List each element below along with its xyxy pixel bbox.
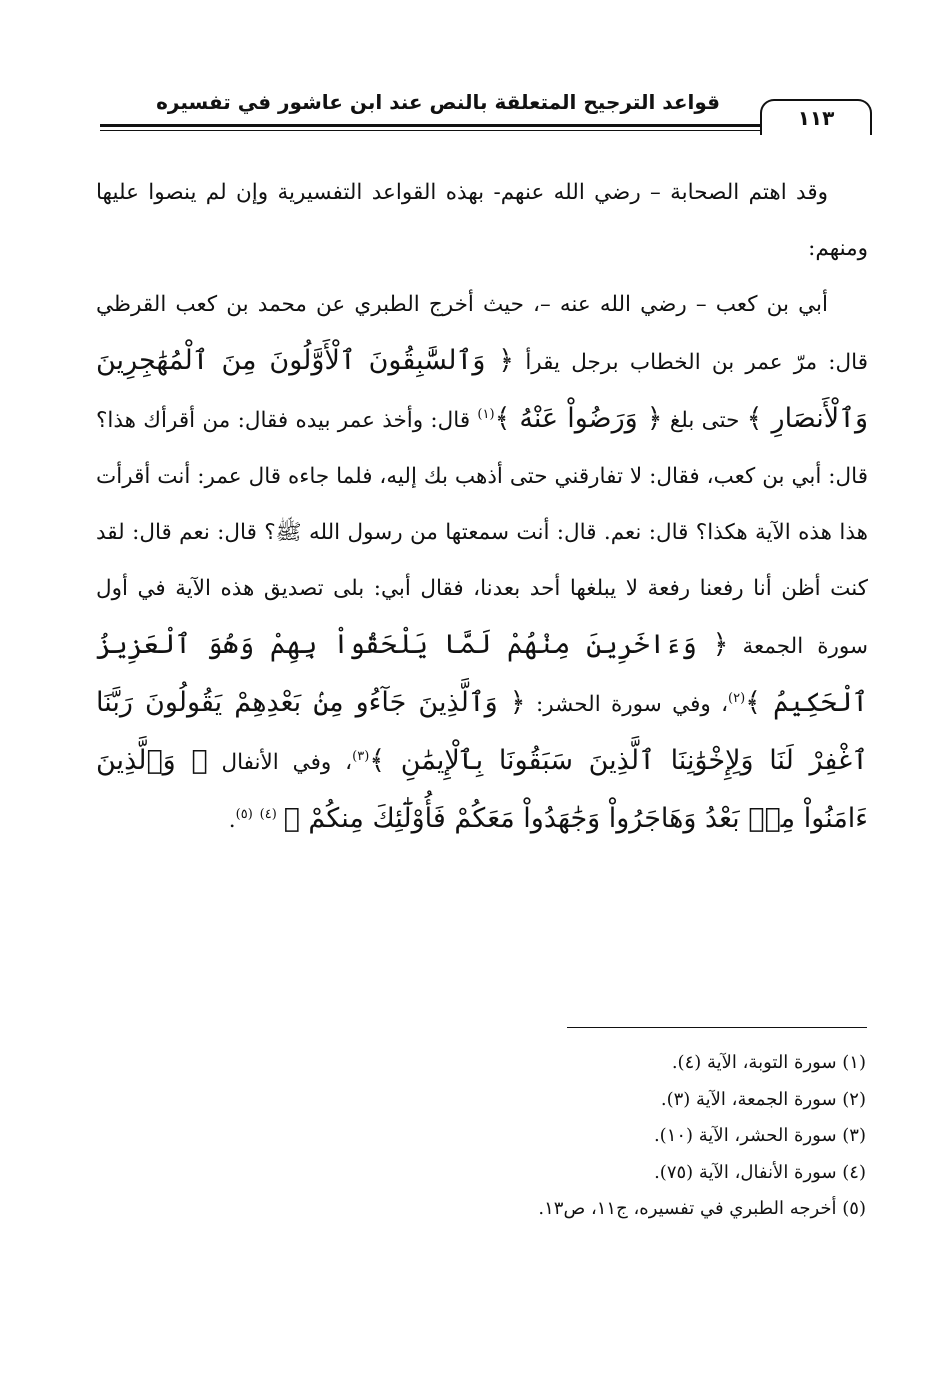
footnote-4: (٤) سورة الأنفال، الآية (٧٥). — [654, 1161, 866, 1183]
narration-text-a: أبي بن كعب – رضي الله عنه –، حيث أخرج الطبري عن محمد بن كعب القرظي قال: مرّ عمر بن الخطاب برجل يقرأ — [96, 292, 868, 375]
quran-verse-hashr: ﴿ وَٱلَّذِينَ جَآءُو مِنۢ بَعْدِهِمْ يَقُولُونَ رَبَّنَا ٱغْفِرْ لَنَا وَلِإِخْوَٰنِنَا ٱلَّذِينَ سَبَقُونَا بِٱلْإِيمَٰنِ ﴾ — [96, 687, 868, 776]
footnote-ref-1: (١) — [477, 406, 495, 422]
quran-verse-tawbah-end: ﴿ وَرَضُواْ عَنْهُ ﴾ — [494, 403, 663, 434]
footnote-ref-4: (٤) — [259, 806, 277, 822]
page-number: ١١٣ — [760, 99, 872, 135]
footnote-1: (١) سورة التوبة، الآية (٤). — [671, 1052, 866, 1073]
quran-verse-tawbah: ﴿ وَٱلسَّٰبِقُونَ ٱلْأَوَّلُونَ مِنَ ٱلْمُهَٰجِرِينَ وَٱلْأَنصَارِ ﴾ — [96, 345, 868, 434]
narration-text-e: ، وفي الأنفال — [221, 750, 353, 775]
narration-text-c: قال: وأخذ عمر بيده فقال: من أقرأك هذا؟ قال: أبي بن كعب، فقال: لا تفارقني حتى أذهب بك إليه، فلما جاءه قال عمر: أنت أقرأت هذا هذه الآية هكذا؟ قال: نعم. قال: أنت سمعتها من رسول الله ﷺ؟ قال: نعم قال: لقد كنت أظن أنا رفعنا رفعة لا يبلغها أحد بعدنا، فقال أبي: بلى تصديق هذه الآية في أول سورة الجمعة — [96, 408, 868, 659]
main-text — [96, 165, 868, 849]
narration-text-b: حتى بلغ — [669, 408, 740, 433]
running-header-title: قواعد الترجيح المتعلقة بالنص عند ابن عاشور في تفسيره — [156, 90, 720, 114]
narration-text-d: ، وفي سورة الحشر: — [536, 692, 729, 717]
sentence-end: . — [228, 808, 236, 833]
footnote-ref-2: (٢) — [728, 690, 746, 706]
footnote-5: (٥) أخرجه الطبري في تفسيره، ج١١، ص١٣. — [538, 1198, 866, 1219]
footnote-ref-3: (٣) — [352, 748, 370, 764]
header-rule-thin — [100, 130, 866, 131]
footnote-3: (٣) سورة الحشر، الآية (١٠). — [653, 1125, 866, 1146]
footnote-ref-5: (٥) — [235, 806, 253, 822]
footnote-separator — [567, 1027, 867, 1028]
quran-verse-jumuah: ﴿ وَءَاخَرِينَ مِنْهُمْ لَمَّا يَلْحَقُواْ بِهِمْ وَهُوَ ٱلْعَزِيزُ ٱلْحَكِيمُ ﴾ — [96, 629, 869, 718]
footnote-2: (٢) سورة الجمعة، الآية (٣). — [660, 1088, 866, 1110]
paragraph-narration — [96, 277, 868, 849]
footnotes — [300, 1045, 866, 1228]
quran-verse-anfal: ﴿ وَٱلَّذِينَ ءَامَنُواْ مِنۢ بَعْدُ وَهَاجَرُواْ وَجَٰهَدُواْ مَعَكُمْ فَأُوْلَٰٓئِكَ مِنكُمْ ﴾ — [96, 745, 868, 834]
header-rule — [100, 124, 866, 127]
paragraph-intro: وقد اهتم الصحابة – رضي الله عنهم- بهذه القواعد التفسيرية وإن لم ينصوا عليها ومنهم: — [96, 180, 868, 261]
